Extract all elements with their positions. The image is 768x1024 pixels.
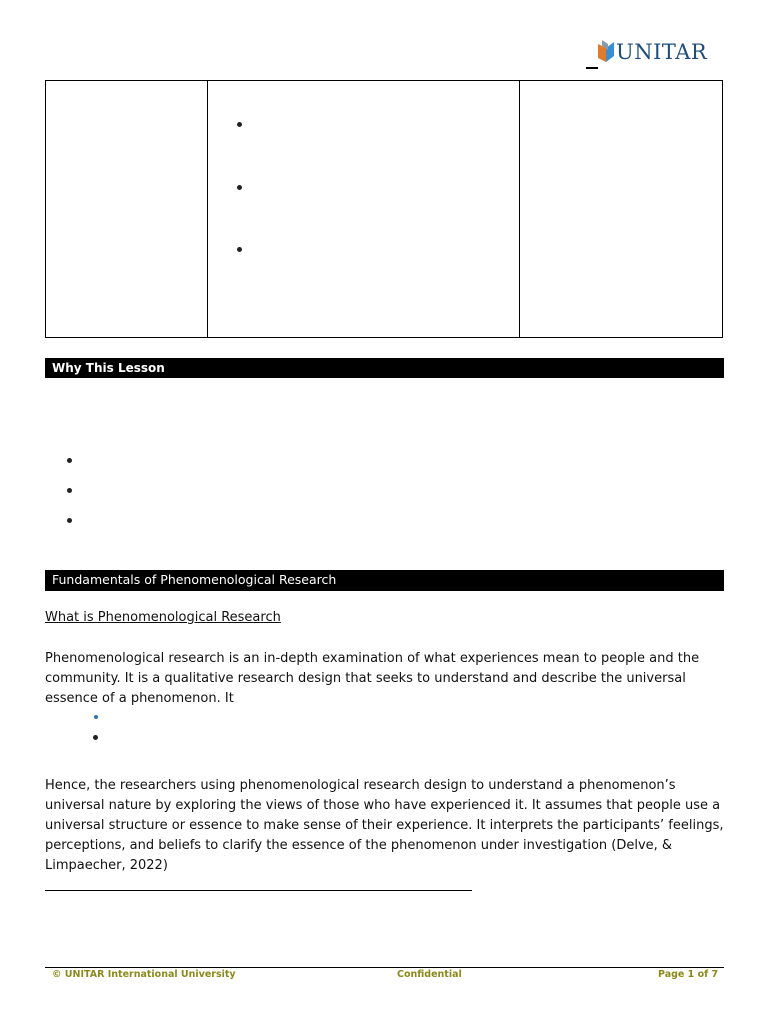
unitar-logo (586, 36, 726, 72)
section-header-why-this-lesson: Why This Lesson (45, 358, 724, 378)
logo-underscore (586, 67, 598, 69)
book-logo-icon (596, 38, 618, 64)
section-header-fundamentals: Fundamentals of Phenomenological Research (45, 570, 724, 591)
bullet-icon (94, 715, 98, 719)
footer-confidential: Confidential (397, 969, 462, 980)
logo-text: UNITAR (616, 40, 708, 64)
bullet-icon (67, 488, 72, 493)
bullet-icon (237, 122, 242, 127)
footer-page-number: Page 1 of 7 (658, 969, 719, 980)
footnote-separator (45, 890, 472, 891)
paragraph-definition: Phenomenological research is an in-depth examination of what experiences mean to people and the community. It is a qualitative research design that seeks to understand and describe the universal essence of a phenomenon. It (45, 651, 700, 706)
bullet-icon (237, 247, 242, 252)
lesson-table (45, 80, 723, 338)
bullet-icon (93, 735, 98, 740)
paragraph-explanation: Hence, the researchers using phenomenological research design to understand a phenomenon’s universal nature by exploring the views of those who have experienced it. It assumes that people use a universal structure or essence to make sense of their experience. It interprets the participants’ feelings, perceptions, and beliefs to clarify the essence of the phenomenon under investigation (Delve, & Limpaecher, 2022) (45, 778, 724, 873)
footer-divider (45, 967, 724, 968)
subheading: What is Phenomenological Research (45, 610, 281, 625)
table-column-divider (207, 81, 208, 337)
footer-copyright: © UNITAR International University (52, 969, 236, 980)
bullet-icon (237, 185, 242, 190)
bullet-icon (67, 518, 72, 523)
bullet-icon (67, 458, 72, 463)
table-column-divider (519, 81, 520, 337)
